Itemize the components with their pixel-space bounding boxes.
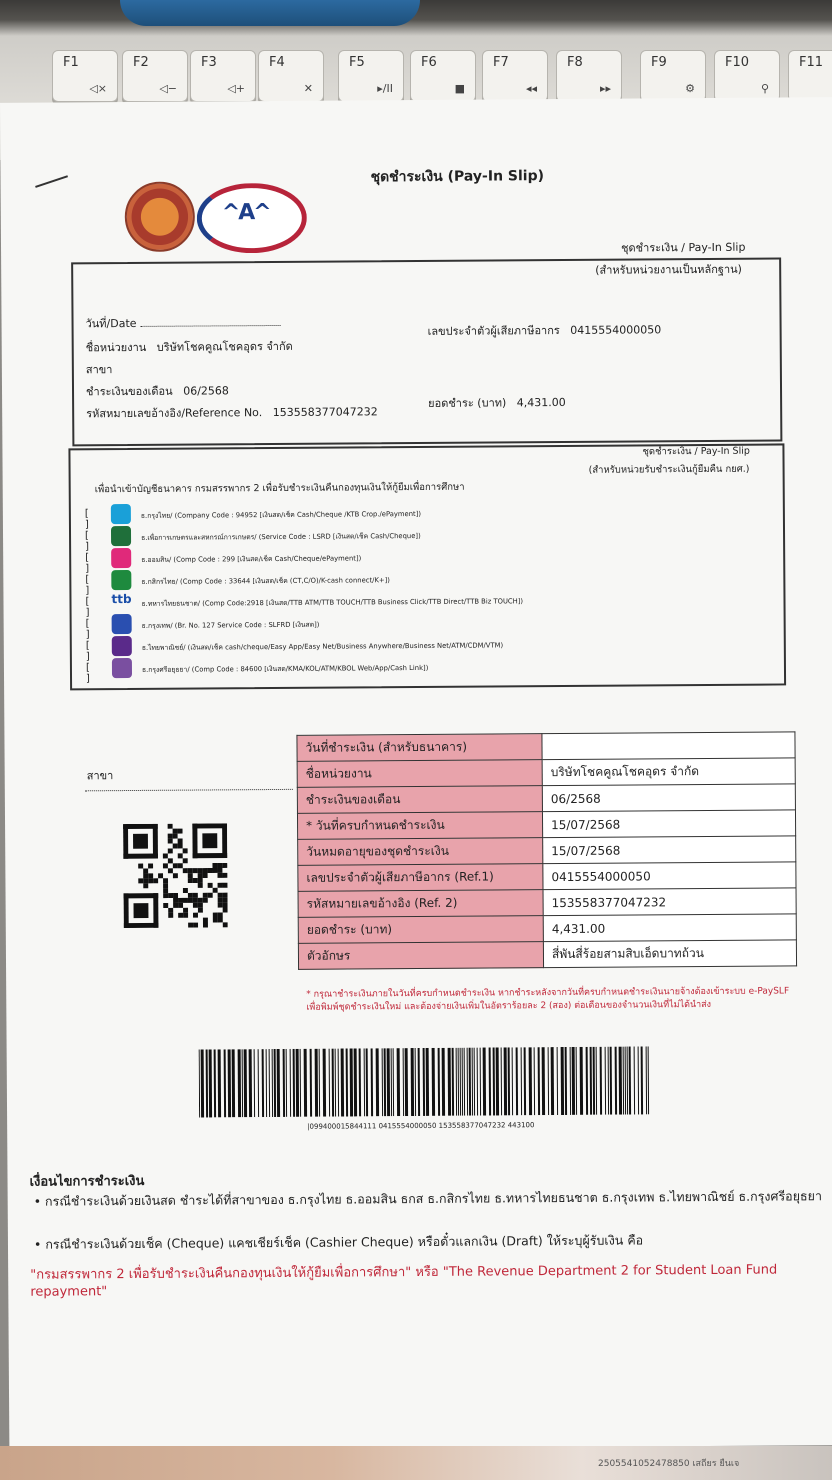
fkey-label: F3	[201, 55, 217, 70]
bank-logo-icon	[112, 658, 132, 678]
bank-logo-icon	[111, 548, 131, 568]
fkey-symbol-icon: ◂◂	[525, 82, 537, 95]
fkey-2	[122, 50, 188, 102]
fkey-label: F6	[421, 55, 437, 70]
fkey-label: F1	[63, 55, 79, 70]
bank-checkbox: [ ]	[85, 618, 90, 641]
table-value: 15/07/2568	[543, 836, 796, 864]
table-row	[298, 836, 796, 865]
pen-mark	[35, 175, 68, 188]
fkey-label: F10	[725, 55, 750, 70]
fkey-symbol-icon: ■	[454, 82, 465, 95]
table-row	[298, 940, 796, 969]
bank-text: ธ.ไทยพาณิชย์/ (เงินสด/เช็ค cash/cheque/Easy App/Easy Net/Business Anywhere/Business Net/ATM/CDM/VTM)	[141, 641, 504, 652]
table-row	[297, 758, 795, 787]
table-key: ยอดชำระ (บาท)	[298, 916, 543, 944]
table-key: เลขประจำตัวผู้เสียภาษีอากร (Ref.1)	[298, 864, 543, 892]
fkey-symbol-icon: ✕	[303, 82, 313, 95]
table-row	[297, 732, 795, 761]
table-value: 153558377047232	[543, 888, 796, 916]
fkey-symbol-icon: ◁+	[227, 82, 245, 95]
fkey-symbol-icon: ◁×	[89, 82, 107, 95]
bank-logo-icon	[112, 614, 132, 634]
barcode-number: |099400015844111 0415554000050 153558377047232 443100	[307, 1121, 535, 1131]
fkey-label: F2	[133, 55, 149, 70]
bank-text: ธ.กสิกรไทย/ (Comp Code : 33644 [เงินสด/เช็ค (CT,C/O)/K-cash connect/K+])	[141, 576, 390, 586]
org-field: ชื่อหน่วยงาน บริษัทโชคคูณโชคอุดร จำกัด	[85, 339, 293, 355]
document-title: ชุดชำระเงิน (Pay-In Slip)	[370, 168, 545, 186]
fkey-8	[556, 50, 622, 102]
bank-checkbox: [ ]	[84, 508, 89, 531]
table-key: วันที่ชำระเงิน (สำหรับธนาคาร)	[297, 734, 542, 762]
table-key: รหัสหมายเลขอ้างอิง (Ref. 2)	[298, 890, 543, 918]
copy1-label: ชุดชำระเงิน / Pay-In Slip	[620, 240, 746, 255]
copy2-intro: เพื่อนำเข้าบัญชีธนาคาร กรมสรรพากร 2 เพื่อรับชำระเงินคืนกองทุนเงินให้กู้ยืมเพื่อการศึกษา	[94, 481, 465, 496]
table-row	[298, 862, 796, 891]
fkey-label: F8	[567, 55, 583, 70]
fkey-7	[482, 50, 548, 102]
payment-table	[296, 731, 797, 969]
copy2-sub: (สำหรับหน่วยรับชำระเงินกู้ยืมคืน กยศ.)	[588, 463, 750, 476]
table-row	[298, 888, 796, 917]
bank-checkbox: [ ]	[85, 574, 90, 597]
table-key: ตัวอักษร	[298, 942, 543, 970]
fkey-1	[52, 50, 118, 102]
bottom-handwriting: 2505541052478850 เสถียร ยืนเจ	[598, 1459, 740, 1469]
bank-logo-icon: ttb	[111, 591, 132, 607]
condition-cheque: • กรณีชำระเงินด้วยเช็ค (Cheque) แคชเชียร์เช็ค (Cashier Cheque) หรือดั๋วแลกเงิน (Draft) ให้ระบุผู้รับเงิน คือ	[33, 1232, 644, 1252]
branch-field: สาขา	[85, 363, 113, 377]
bank-checkbox: [ ]	[85, 552, 90, 575]
fkey-label: F7	[493, 55, 509, 70]
fkey-11	[788, 50, 832, 102]
fkey-symbol-icon: ▸▸	[599, 82, 611, 95]
table-value: สี่พันสี่ร้อยสามสิบเอ็ดบาทถ้วน	[543, 940, 796, 968]
date-field: วันที่/Date	[85, 313, 280, 332]
blue-basket	[120, 0, 420, 26]
bank-logo-icon	[111, 504, 131, 524]
table-value: 15/07/2568	[542, 810, 795, 838]
bank-checkbox: [ ]	[85, 596, 90, 619]
table-key: ชำระเงินของเดือน	[297, 786, 542, 814]
fkey-label: F5	[349, 55, 365, 70]
fkey-symbol-icon: ▸/II	[377, 82, 393, 95]
fkey-symbol-icon: ⚲	[760, 82, 769, 95]
bank-logo-icon	[111, 526, 131, 546]
table-row	[298, 914, 796, 943]
table-value: 0415554000050	[543, 862, 796, 890]
fkey-symbol-icon: ⚙	[685, 82, 695, 95]
condition-cash: • กรณีชำระเงินด้วยเงินสด ชำระได้ที่สาขาของ ธ.กรุงไทย ธ.ออมสิน ธกส ธ.กสิกรไทย ธ.ทหารไทยธนชาต ธ.กรุงเทพ ธ.ไทยพาณิชย์ ธ.กรุงศรีอยุธยา	[33, 1188, 823, 1209]
payee-name: "กรมสรรพากร 2 เพื่อรับชำระเงินคืนกองทุนเงินให้กู้ยืมเพื่อการศึกษา" หรือ "The Revenue Department 2 for Student Loan Fund repayment"	[30, 1262, 778, 1300]
copy2-label: ชุดชำระเงิน / Pay-In Slip	[642, 445, 750, 458]
fkey-6	[410, 50, 476, 102]
table-value: 06/2568	[542, 784, 795, 812]
bank-checkbox: [ ]	[84, 530, 90, 553]
bank-text: ธ.เพื่อการเกษตรและสหกรณ์การเกษตร/ (Service Code : LSRD [เงินสด/เช็ค Cash/Cheque])	[141, 531, 421, 542]
fkey-label: F11	[799, 55, 824, 70]
fkey-10	[714, 50, 780, 102]
table-row	[297, 810, 795, 839]
fkey-label: F4	[269, 55, 285, 70]
fkey-5	[338, 50, 404, 102]
table-value	[542, 732, 795, 760]
barcode-icon	[199, 1046, 649, 1117]
table-row	[297, 784, 795, 813]
branch-line	[85, 789, 293, 791]
bank-text: ธ.กรุงไทย/ (Company Code : 94952 [เงินสด/เช็ค Cash/Cheque /KTB Crop./ePayment])	[140, 509, 422, 520]
bank-logo-icon	[111, 570, 131, 590]
table-key: วันหมดอายุของชุดชำระเงิน	[298, 838, 543, 866]
fkey-9	[640, 50, 706, 102]
fkey-3	[190, 50, 256, 102]
fkey-label: F9	[651, 55, 667, 70]
bank-checkbox: [ ]	[85, 640, 90, 663]
table-key: * วันที่ครบกำหนดชำระเงิน	[297, 812, 542, 840]
fkey-4	[258, 50, 324, 102]
bank-text: ธ.ทหารไทยธนชาต/ (Comp Code:2918 [เงินสด/TTB ATM/TTB TOUCH/TTB Business Click/TTB Direct/TTB Biz TOUCH])	[141, 597, 524, 608]
reference-field: รหัสหมายเลขอ้างอิง/Reference No. 153558377047232	[86, 405, 378, 421]
branch-label: สาขา	[86, 769, 114, 783]
table-value: บริษัทโชคคูณโชคอุดร จำกัด	[542, 758, 795, 786]
revenue-department-seal-icon	[125, 182, 195, 252]
month-field: ชำระเงินของเดือน 06/2568	[85, 384, 229, 399]
due-date-notice: * กรุณาชำระเงินภายในวันที่ครบกำหนดชำระเงิน หากชำระหลังจากวันที่ครบกำหนดชำระเงินนายจ้างต้องเข้าระบบ e-PaySLF เพื่อพิมพ์ชุดชำระเงินใหม่ และต้องจ่ายเงินเพิ่มในอัตราร้อยละ 2 (สอง) ต่อเดือนของจำนวนเงินที่ไม่ได้นำส่ง	[306, 986, 790, 1013]
bank-checkbox: [ ]	[85, 662, 90, 685]
amount-field: ยอดชำระ (บาท) 4,431.00	[428, 395, 566, 410]
taxid-field: เลขประจำตัวผู้เสียภาษีอากร 0415554000050	[427, 323, 662, 338]
copy1-sub: (สำหรับหน่วยงานเป็นหลักฐาน)	[595, 262, 743, 277]
conditions-title: เงื่อนไขการชำระเงิน	[29, 1173, 145, 1190]
student-loan-fund-logo-icon: ^A^	[197, 183, 307, 254]
qr-code-icon	[123, 823, 228, 928]
table-value: 4,431.00	[543, 914, 796, 942]
bank-text: ธ.ออมสิน/ (Comp Code : 299 [เงินสด/เช็ค Cash/Cheque/ePayment])	[141, 554, 362, 564]
bank-logo-icon	[112, 636, 132, 656]
table-key: ชื่อหน่วยงาน	[297, 760, 542, 788]
bank-text: ธ.กรุงศรีอยุธยา/ (Comp Code : 84600 [เงินสด/KMA/KOL/ATM/KBOL Web/App/Cash Link])	[141, 663, 429, 674]
pay-in-slip-paper	[0, 97, 832, 1451]
bank-text: ธ.กรุงเทพ/ (Br. No. 127 Service Code : SLFRD [เงินสด])	[141, 620, 320, 630]
fkey-symbol-icon: ◁−	[159, 82, 177, 95]
